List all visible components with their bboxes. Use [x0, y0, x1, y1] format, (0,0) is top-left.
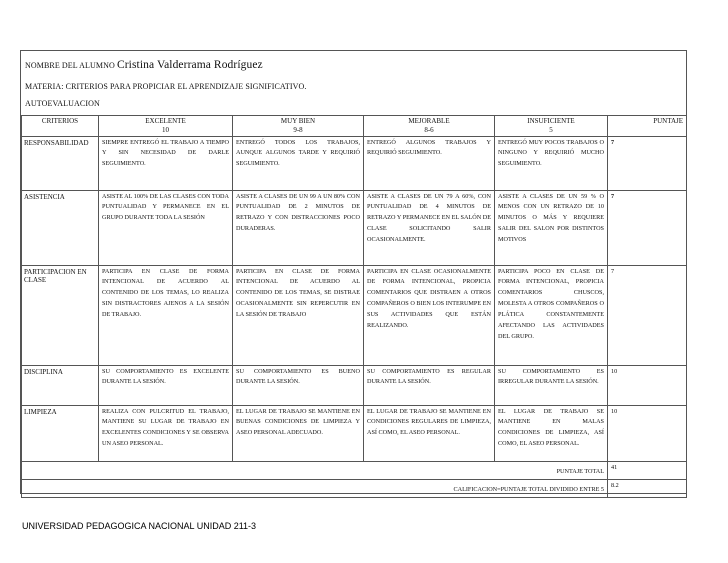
- very-good-cell: ENTREGÓ TODOS LOS TRABAJOS, AUNQUE ALGUNOS TARDE Y REQUIRIÓ SEGUIMIENTO.: [233, 136, 364, 190]
- improvable-cell: PARTICIPA EN CLASE OCASIONALMENTE DE FORMA INTENCIONAL, PROPICIA COMENTARIOS QUE DISTRAEN A OTROS COMPAÑEROS O BIEN LOS INTERUMPE EN SUS ACTIVIDADES QUE ESTÁN REALIZANDO.: [364, 265, 495, 365]
- student-name-label: NOMBRE DEL ALUMNO: [25, 61, 115, 70]
- score-cell: 7: [608, 136, 687, 190]
- criterion-cell: PARTICIPACION EN CLASE: [22, 265, 99, 365]
- table-row: [22, 265, 687, 365]
- evaluation-mode: AUTOEVALUACION: [25, 99, 100, 108]
- evaluation-form: [20, 50, 687, 494]
- insufficient-cell: ENTREGÓ MUY POCOS TRABAJOS O NINGUNO Y REQUIRIÓ MUCHO SEGUIMIENTO.: [495, 136, 608, 190]
- header-score: PUNTAJE: [608, 116, 687, 137]
- score-cell: 7: [608, 265, 687, 365]
- score-cell: 10: [608, 405, 687, 461]
- table-row: [22, 405, 687, 461]
- excellent-cell: ASISTE AL 100% DE LAS CLASES CON TODA PUNTUALIDAD Y PERMANECE EN EL GRUPO DURANTE TODA LA SESIÓN: [99, 190, 233, 265]
- table-row: [22, 190, 687, 265]
- insufficient-cell: ASISTE A CLASES DE UN 59 % O MENOS CON UN RETRAZO DE 10 MINUTOS O MÁS Y REQUIERE SALIR DEL SALON POR DISTINTOS MOTIVOS: [495, 190, 608, 265]
- improvable-cell: EL LUGAR DE TRABAJO SE MANTIENE EN CONDICIONES REGULARES DE LIMPIEZA, ASÍ COMO, EL ASEO PERSONAL.: [364, 405, 495, 461]
- total-row: [22, 461, 687, 479]
- rubric-table: [21, 115, 687, 498]
- footer-institution: UNIVERSIDAD PEDAGOGICA NACIONAL UNIDAD 211-3: [22, 521, 257, 531]
- excellent-cell: PARTICIPA EN CLASE DE FORMA INTENCIONAL DE ACUERDO AL CONTENIDO DE LOS TEMAS, LO REALIZA SIN DISTRACTORES AJENOS A LA SESIÓN DE TRABAJO.: [99, 265, 233, 365]
- score-cell: 7: [608, 190, 687, 265]
- student-name: Cristina Valderrama Rodríguez: [116, 59, 263, 71]
- excellent-cell: SU COMPORTAMIENTO ES EXCELENTE DURANTE LA SESIÓN.: [99, 365, 233, 405]
- header-insufficient: INSUFICIENTE 5: [495, 116, 608, 137]
- grade-row: [22, 479, 687, 497]
- insufficient-cell: EL LUGAR DE TRABAJO SE MANTIENE EN MALAS CONDICIONES DE LIMPIEZA, ASÍ COMO, EL ASEO PERSONAL.: [495, 405, 608, 461]
- very-good-cell: PARTICIPA EN CLASE DE FORMA INTENCIONAL DE ACUERDO AL CONTENIDO DE LOS TEMAS, SE DISTRAE OCASIONALMENTE SIN REPERCUTIR EN LA SESIÓN DE TRABAJO: [233, 265, 364, 365]
- student-name-line: [25, 59, 263, 71]
- criterion-cell: DISCIPLINA: [22, 365, 99, 405]
- very-good-cell: ASISTE A CLASES DE UN 99 A UN 80% CON PUNTUALIDAD DE 2 MINUTOS DE RETRAZO Y CON DISTRACCIONES POCO DURADERAS.: [233, 190, 364, 265]
- grade-value: 8.2: [608, 479, 687, 497]
- very-good-cell: SU COMPORTAMIENTO ES BUENO DURANTE LA SESIÓN.: [233, 365, 364, 405]
- excellent-cell: SIEMPRE ENTREGÓ EL TRABAJO A TIEMPO Y SIN NECESIDAD DE DARLE SEGUIMIENTO.: [99, 136, 233, 190]
- excellent-cell: REALIZA CON PULCRITUD EL TRABAJO, MANTIENE SU LUGAR DE TRABAJO EN EXCELENTES CONDICIONES Y SE OBSERVA UN ASEO PERSONAL.: [99, 405, 233, 461]
- insufficient-cell: PARTICIPA POCO EN CLASE DE FORMA INTENCIONAL, PROPICIA COMENTARIOS CHUSCOS, MOLESTA A OTROS COMPAÑEROS O PLÁTICA CONSTANTEMENTE AFECTANDO LAS ACTIVIDADES DEL GRUPO.: [495, 265, 608, 365]
- improvable-cell: ASISTE A CLASES DE UN 79 A 60%, CON PUNTUALIDAD DE 4 MINUTOS DE RETRAZO Y PERMANECE EN EL SALÓN DE CLASE SOLICITANDO SALIR OCASIONALMENTE.: [364, 190, 495, 265]
- improvable-cell: ENTREGÓ ALGUNOS TRABAJOS Y REQUIRIÓ SEGUIMIENTO.: [364, 136, 495, 190]
- score-cell: 10: [608, 365, 687, 405]
- total-value: 41: [608, 461, 687, 479]
- subject-line: MATERIA: CRITERIOS PARA PROPICIAR EL APRENDIZAJE SIGNIFICATIVO.: [25, 82, 307, 91]
- header-improvable: MEJORABLE 8-6: [364, 116, 495, 137]
- criterion-cell: LIMPIEZA: [22, 405, 99, 461]
- header-criteria: CRITERIOS: [22, 116, 99, 137]
- table-row: [22, 136, 687, 190]
- insufficient-cell: SU COMPORTAMIENTO ES IRREGULAR DURANTE LA SESIÓN.: [495, 365, 608, 405]
- improvable-cell: SU COMPORTAMIENTO ES REGULAR DURANTE LA SESIÓN.: [364, 365, 495, 405]
- rubric-header-row: [22, 116, 687, 137]
- total-label: PUNTAJE TOTAL: [22, 461, 608, 479]
- table-row: [22, 365, 687, 405]
- header-excellent: EXCELENTE 10: [99, 116, 233, 137]
- very-good-cell: EL LUGAR DE TRABAJO SE MANTIENE EN BUENAS CONDICIONES DE LIMPIEZA Y ASEO PERSONAL ADECUADO.: [233, 405, 364, 461]
- criterion-cell: RESPONSABILIDAD: [22, 136, 99, 190]
- header-very-good: MUY BIEN 9-8: [233, 116, 364, 137]
- criterion-cell: ASISTENCIA: [22, 190, 99, 265]
- grade-label: CALIFICACION=PUNTAJE TOTAL DIVIDIDO ENTRE 5: [22, 479, 608, 497]
